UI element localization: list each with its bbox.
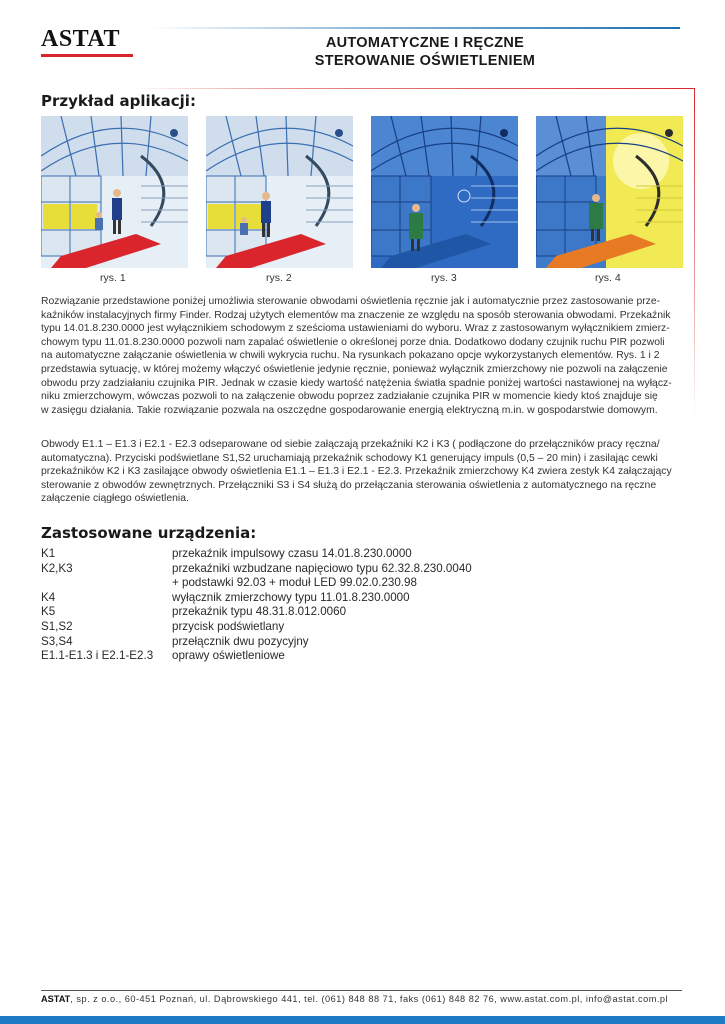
paragraph-line: automatyczna). Przyciski podświetlane S1,S2 uruchamiają przekaźnik schodowy K1 generujący impuls (0,5 – 20 min) i zasilając cewki [41, 452, 658, 464]
device-code: K2,K3 [41, 561, 73, 575]
title-line-1: AUTOMATYCZNE I RĘCZNE [325, 35, 525, 51]
figure-4-caption: rys. 4 [595, 272, 621, 284]
device-description: przekaźniki wzbudzane napięciowo typu 62.32.8.230.0040 [172, 561, 472, 575]
device-code: S1,S2 [41, 619, 73, 633]
paragraph-line: przekaźników K2 i K3 zasilające obwody oświetlenia E1.1 – E1.3 i E2.1 - E2.3. Przekaźnik zmierzchowy K4 zwiera zestyk K4 załączający [41, 466, 672, 478]
figure-2-illustration [206, 116, 353, 268]
paragraph-line: Rozwiązanie przedstawione poniżej umożliwia sterowanie obwodami oświetlenia ręcznie jak i automatycznie przez zastosowanie prze- [41, 296, 661, 307]
title-line-2: STEROWANIE OŚWIETLENIEM [314, 53, 536, 69]
device-description: oprawy oświetleniowe [172, 649, 285, 663]
paragraph-line: kaźników instalacyjnych firmy Finder. Rodzaj użytych elementów ma znaczenie ze względu na sposób sterowania obwodami. Przekaźnik [41, 309, 671, 321]
logo-underline [41, 54, 133, 57]
device-code: K4 [41, 590, 56, 604]
figure-4-illustration [536, 116, 683, 268]
decorative-red-line [130, 88, 695, 89]
device-row [41, 635, 472, 650]
device-description: przekaźnik typu 48.31.8.012.0060 [172, 605, 347, 619]
device-description: przekaźnik impulsowy czasu 14.01.8.230.0000 [172, 547, 412, 560]
footer-contact [41, 994, 668, 1004]
paragraph-line: chowym typu 11.01.8.230.0000 pozwoli nam zapalać oświetlenie o określonej porze dnia. Dodatkowo dodany czujnik ruchu PIR pozwoli [41, 336, 665, 348]
device-row [41, 620, 472, 635]
paragraph-line: typu 14.01.8.230.0000 jest wyłącznikiem schodowym z sześcioma ustawieniami do wyboru. Wraz z zastosowanym wyłącznikiem zmierz- [41, 323, 670, 335]
device-row [41, 547, 472, 562]
device-row [41, 649, 472, 664]
device-row [41, 591, 472, 606]
device-code: E1.1-E1.3 i E2.1-E2.3 [41, 649, 154, 663]
device-code [41, 576, 172, 591]
device-row [41, 605, 472, 620]
footer-divider [41, 990, 682, 991]
application-heading: Przykład aplikacji: [41, 92, 196, 110]
paragraph-line: na automatyczne załączanie oświetlenia w chwili wykrycia ruchu. Na rysunkach pokazano opcje wykorzystanych elementów. Rys. 1 i 2 [41, 350, 660, 362]
device-description: + podstawki 92.03 + moduł LED 99.02.0.230.98 [172, 576, 417, 590]
header-rule [150, 27, 680, 29]
paragraph-line: załączenie ciągłego oświetlenia. [41, 493, 189, 505]
document-title [230, 34, 620, 70]
decorative-red-line-vertical [694, 88, 695, 418]
figure-3-illustration [371, 116, 518, 268]
device-description: przełącznik dwu pozycyjny [172, 634, 309, 648]
paragraph-line: przedstawia sytuację, w której możemy włączyć oświetlenie jedynie ręcznie, ponieważ wyłącznik zmierzchowy nie pozwoli na załączenie [41, 363, 668, 375]
description-paragraph-2 [41, 438, 681, 506]
devices-list [41, 547, 472, 664]
figure-2-caption: rys. 2 [266, 272, 292, 284]
paragraph-line: w zasięgu działania. Takie rozwiązanie pozwala na oszczędne gospodarowanie energią elektryczną m.in. w gospodarstwie domowym. [41, 404, 658, 416]
figure-1-illustration [41, 116, 188, 268]
company-logo: ASTAT [41, 26, 120, 52]
device-description: wyłącznik zmierzchowy typu 11.01.8.230.0000 [172, 590, 410, 604]
footer-address: , sp. z o.o., 60-451 Poznań, ul. Dąbrowskiego 441, tel. (061) 848 88 71, faks (061) 848 82 76, www.astat.com.pl, info@astat.com.pl [70, 994, 669, 1004]
device-row [41, 576, 472, 591]
figure-3-caption: rys. 3 [431, 272, 457, 284]
device-code: K5 [41, 605, 56, 619]
description-paragraph-1 [41, 295, 681, 417]
footer-company: ASTAT [41, 994, 71, 1004]
devices-heading: Zastosowane urządzenia: [41, 524, 257, 542]
device-description: przycisk podświetlany [172, 619, 285, 633]
device-row [41, 562, 472, 577]
paragraph-line: Obwody E1.1 – E1.3 i E2.1 - E2.3 odseparowane od siebie załączają przekaźniki K2 i K3 ( podłączone do przełączników pracy ręczna/ [41, 439, 660, 450]
footer-blue-bar [0, 1016, 725, 1024]
device-code: K1 [41, 547, 56, 560]
paragraph-line: obwodu przy zadziałaniu czujnika PIR. Jednak w czasie kiedy wartość natężenia światła spadnie poniżej wartości nastawionej na wyłącz- [41, 377, 672, 389]
paragraph-line: sterowanie z obwodów zewnętrznych. Przełączniki S3 i S4 służą do przełączania sterowania oświetlenia z automatycznego na ręczne [41, 479, 657, 491]
paragraph-line: niku zmierzchowym, wówczas pozwoli to na załączenie obwodu poprzez zadziałanie czujnika PIR w momencie kiedy ktoś znajduje się [41, 391, 658, 403]
figure-1-caption: rys. 1 [100, 272, 126, 284]
device-code: S3,S4 [41, 634, 73, 648]
